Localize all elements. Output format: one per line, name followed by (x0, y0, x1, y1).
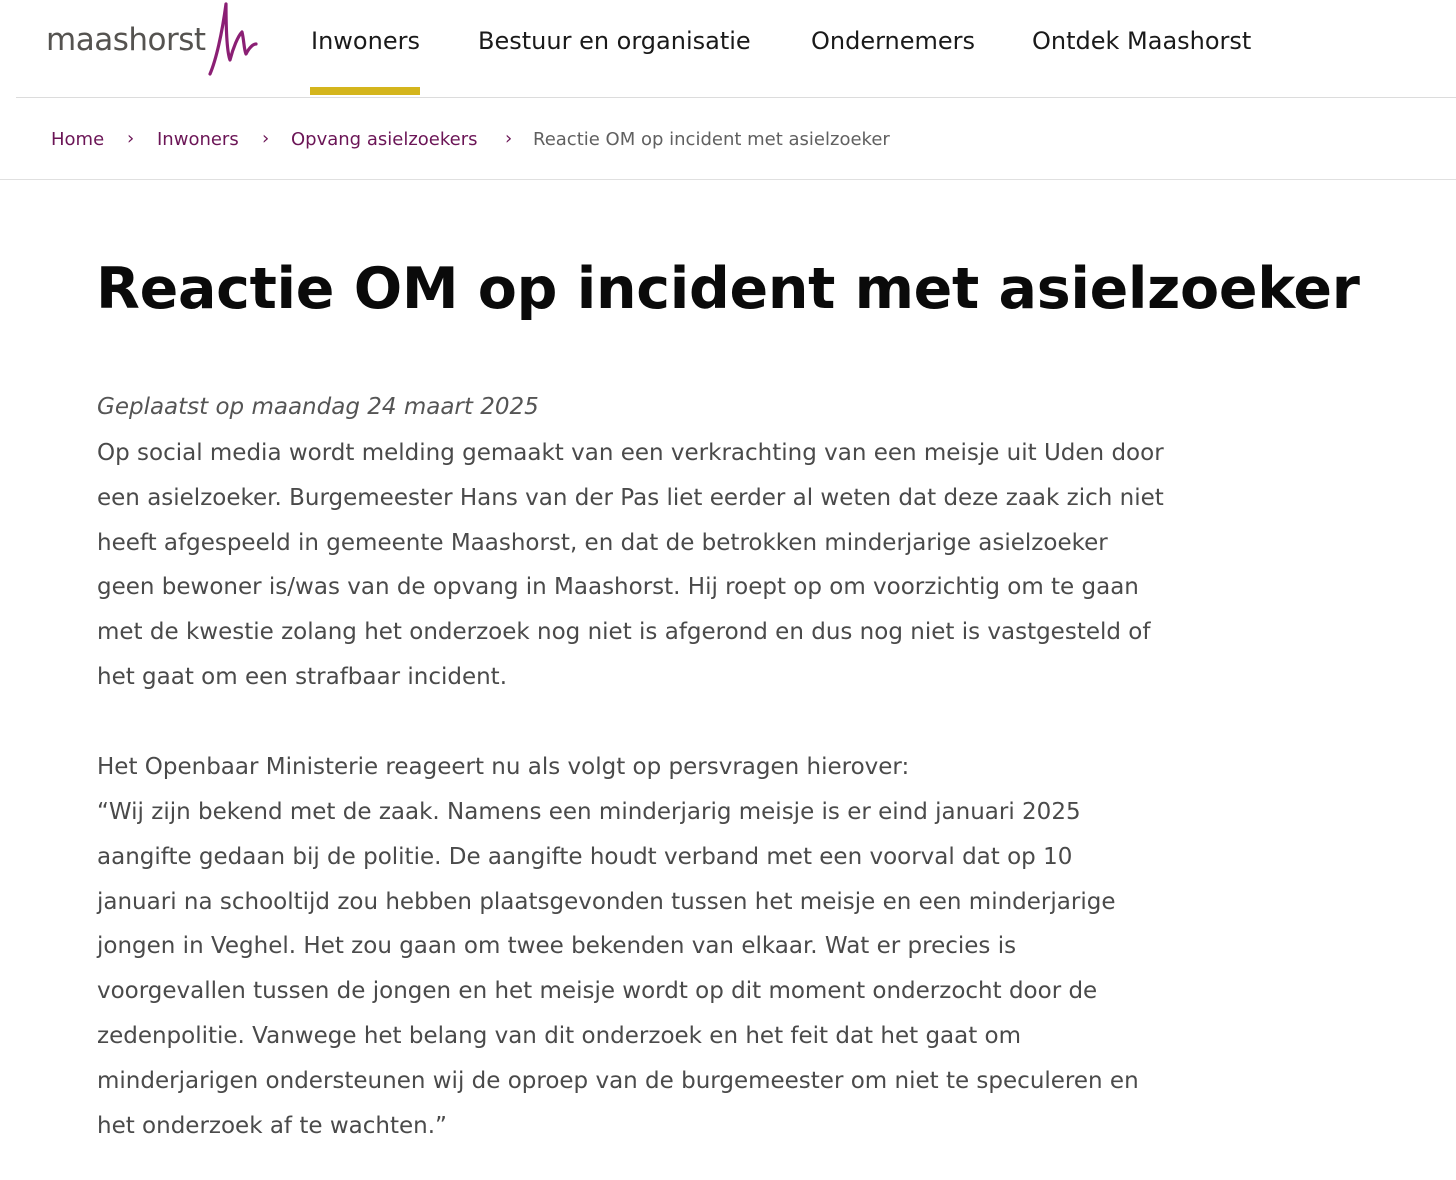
paragraph-line: jongen in Veghel. Het zou gaan om twee bekenden van elkaar. Wat er precies is (97, 933, 1017, 959)
nav-item-ontdek-maashorst[interactable]: Ontdek Maashorst (1032, 27, 1252, 55)
paragraph-line: januari na schooltijd zou hebben plaatsgevonden tussen het meisje en een minderjarige (97, 889, 1116, 915)
paragraph-line: aangifte gedaan bij de politie. De aangifte houdt verband met een voorval dat op 10 (97, 844, 1073, 870)
nav-item-inwoners[interactable]: Inwoners (311, 27, 420, 55)
logo-text: maashorst (46, 22, 206, 58)
paragraph-line: “Wij zijn bekend met de zaak. Namens een minderjarig meisje is er eind januari 2025 (97, 799, 1081, 825)
paragraph-line: voorgevallen tussen de jongen en het meisje wordt op dit moment onderzocht door de (97, 978, 1098, 1004)
chevron-right-icon: › (262, 128, 270, 149)
paragraph-line: het gaat om een strafbaar incident. (97, 664, 508, 690)
paragraph-line: een asielzoeker. Burgemeester Hans van der Pas liet eerder al weten dat deze zaak zich niet (97, 485, 1164, 511)
maashorst-logo[interactable] (46, 0, 261, 80)
page-title: Reactie OM op incident met asielzoeker (96, 256, 1360, 322)
paragraph-line: het onderzoek af te wachten.” (97, 1113, 447, 1139)
breadcrumb-home[interactable]: Home (51, 129, 105, 150)
chevron-right-icon: › (505, 128, 513, 149)
site-header (0, 0, 1456, 98)
paragraph-line: Het Openbaar Ministerie reageert nu als volgt op persvragen hierover: (97, 754, 910, 780)
posted-date: Geplaatst op maandag 24 maart 2025 (97, 394, 539, 420)
paragraph-line: geen bewoner is/was van de opvang in Maashorst. Hij roept op om voorzichtig om te gaan (97, 574, 1139, 600)
breadcrumb-opvang-asielzoekers[interactable]: Opvang asielzoekers (291, 129, 478, 150)
chevron-right-icon: › (127, 128, 135, 149)
nav-item-bestuur-en-organisatie[interactable]: Bestuur en organisatie (478, 27, 751, 55)
breadcrumb (0, 98, 1456, 180)
paragraph-line: minderjarigen ondersteunen wij de oproep van de burgemeester om niet te speculeren en (97, 1068, 1139, 1094)
paragraph-line: Op social media wordt melding gemaakt van een verkrachting van een meisje uit Uden door (97, 440, 1164, 466)
breadcrumb-divider (0, 179, 1456, 180)
active-nav-indicator (310, 87, 420, 95)
breadcrumb-inwoners[interactable]: Inwoners (157, 129, 239, 150)
logo-signature-icon (196, 0, 258, 80)
paragraph-line: heeft afgespeeld in gemeente Maashorst, en dat de betrokken minderjarige asielzoeker (97, 530, 1108, 556)
paragraph-line: zedenpolitie. Vanwege het belang van dit onderzoek en het feit dat het gaat om (97, 1023, 1022, 1049)
nav-item-ondernemers[interactable]: Ondernemers (811, 27, 976, 55)
breadcrumb-current-page: Reactie OM op incident met asielzoeker (533, 129, 890, 150)
paragraph-line: met de kwestie zolang het onderzoek nog niet is afgerond en dus nog niet is vastgesteld of (97, 619, 1151, 645)
